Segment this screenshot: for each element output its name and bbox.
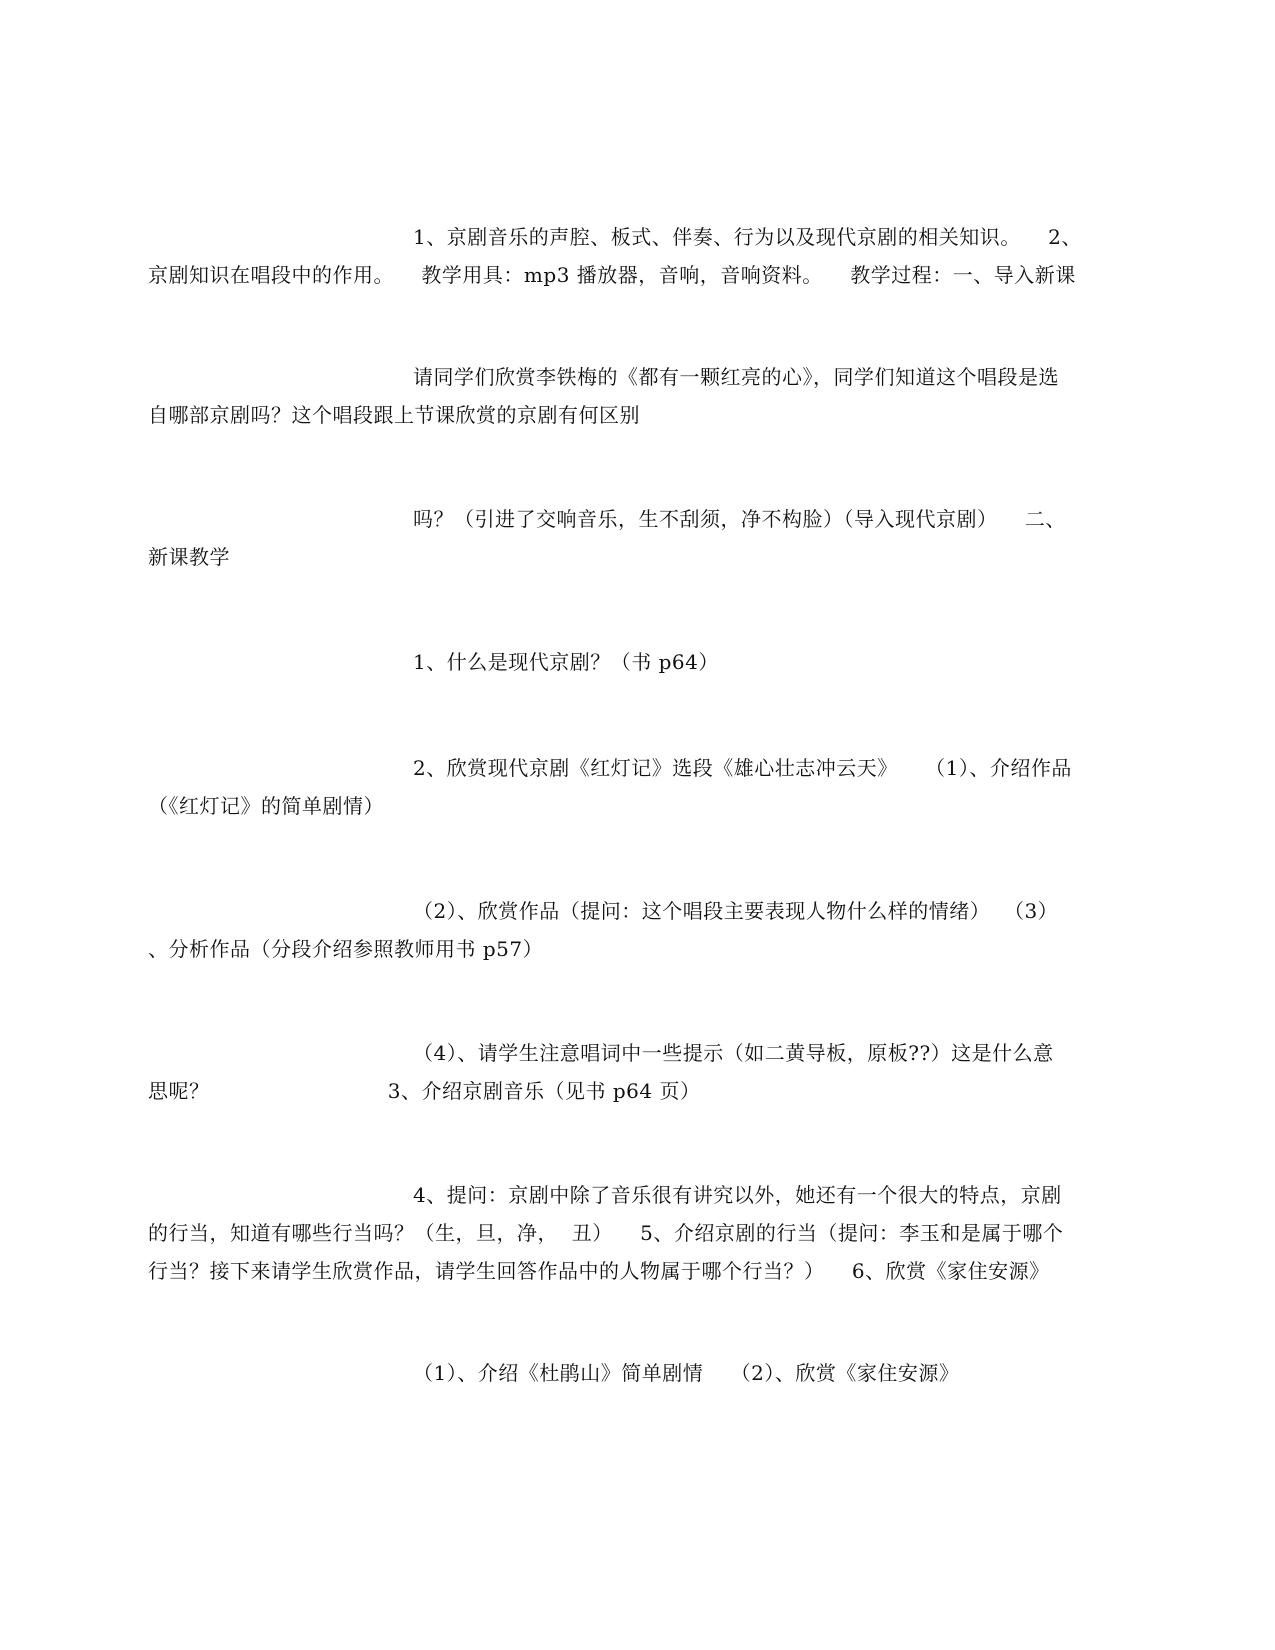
paragraph-3 (148, 500, 1148, 576)
paragraph-line: （《红灯记》的简单剧情） (148, 794, 384, 818)
paragraph-4 (148, 643, 1148, 681)
paragraph-line: 的行当，知道有哪些行当吗？（生，旦，净， 丑） 5、介绍京剧的行当（提问：李玉和是属于哪个 (148, 1221, 1064, 1245)
paragraph-line: 思呢？ 3、介绍京剧音乐（见书 p64 页） (148, 1079, 701, 1103)
paragraph-8 (148, 1176, 1148, 1290)
paragraph-line: （2）、欣赏作品（提问：这个唱段主要表现人物什么样的情绪） （3） (413, 899, 1059, 923)
paragraph-2 (148, 358, 1148, 434)
paragraph-line: 4、提问：京剧中除了音乐很有讲究以外，她还有一个很大的特点，京剧 (413, 1183, 1062, 1207)
paragraph-line: 吗？（引进了交响音乐，生不刮须，净不构脸）（导入现代京剧） 二、 (413, 507, 1066, 531)
paragraph-line: （4）、请学生注意唱词中一些提示（如二黄导板，原板??）这是什么意 (413, 1041, 1054, 1065)
paragraph-line: 1、京剧音乐的声腔、板式、伴奏、行为以及现代京剧的相关知识。 2、 (413, 225, 1082, 249)
paragraph-line: 2、欣赏现代京剧《红灯记》选段《雄心壮志冲云天》 （1）、介绍作品 (413, 756, 1072, 780)
paragraph-line: 1、什么是现代京剧？（书 p64） (413, 650, 719, 674)
paragraph-line: 京剧知识在唱段中的作用。 教学用具：mp3 播放器，音响，音响资料。 教学过程：一、导入新课 (148, 263, 1076, 287)
paragraph-6 (148, 892, 1148, 968)
paragraph-5 (148, 749, 1148, 825)
paragraph-line: （1）、介绍《杜鹃山》简单剧情 （2）、欣赏《家住安源》 (413, 1361, 960, 1385)
paragraph-line: 、分析作品（分段介绍参照教师用书 p57） (148, 937, 544, 961)
paragraph-9 (148, 1354, 1148, 1392)
paragraph-line: 行当？接下来请学生欣赏作品，请学生回答作品中的人物属于哪个行当？） 6、欣赏《家住安源》 (148, 1259, 1050, 1283)
paragraph-line: 自哪部京剧吗？这个唱段跟上节课欣赏的京剧有何区别 (148, 403, 640, 427)
paragraph-7 (148, 1034, 1148, 1110)
paragraph-line: 请同学们欣赏李铁梅的《都有一颗红亮的心》，同学们知道这个唱段是选 (413, 365, 1059, 389)
paragraph-line: 新课教学 (148, 545, 230, 569)
paragraph-1 (148, 218, 1148, 294)
